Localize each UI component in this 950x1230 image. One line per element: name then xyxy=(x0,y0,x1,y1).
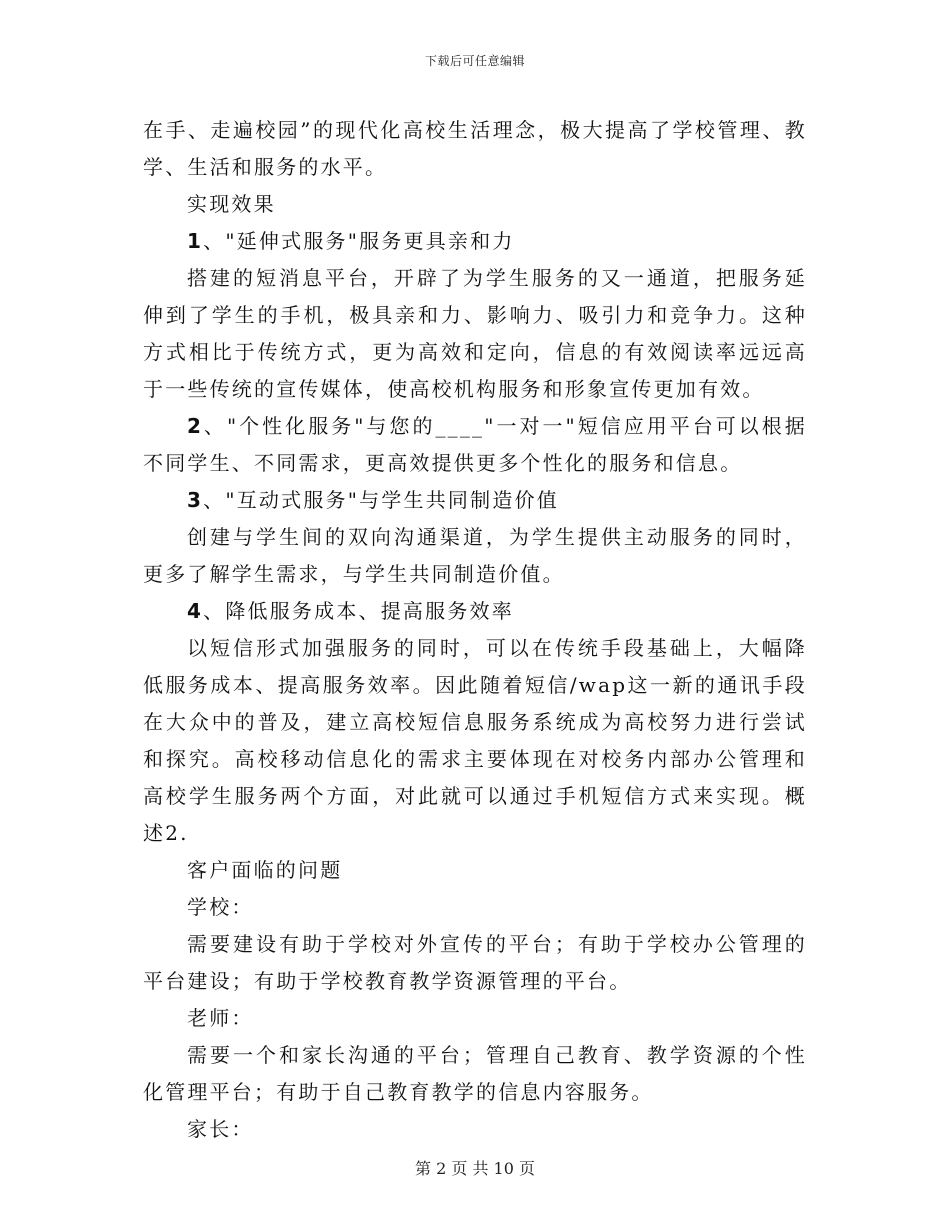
item-number: 2 xyxy=(187,414,204,438)
paragraph-text: 以短信形式加强服务的同时，可以在传统手段基础上，大幅降低服务成本、提高服务效率。因此随着短信/wap这一新的通讯手段在大众中的普及，建立高校短信息服务系统成为高校努力进行尝试和探究。高校移动信息化的需求主要体现在对校务内部办公管理和高校学生服务两个方面，对此就可以通过手机短信方式来实现。概述2. xyxy=(143,636,807,845)
paragraph-text: 需要一个和家长沟通的平台；管理自己教育、教学资源的个性化管理平台；有助于自己教育教学的信息内容服务。 xyxy=(143,1043,807,1104)
paragraph-item-2 xyxy=(143,408,807,482)
item-number: 1 xyxy=(187,229,204,253)
paragraph-text: 需要建设有助于学校对外宣传的平台；有助于学校办公管理的平台建设；有助于学校教育教学资源管理的平台。 xyxy=(143,932,807,993)
heading-item-3 xyxy=(143,482,807,519)
paragraph-text: 创建与学生间的双向沟通渠道，为学生提供主动服务的同时，更多了解学生需求，与学生共同制造价值。 xyxy=(143,525,807,586)
page-header: 下载后可任意编辑 xyxy=(424,54,525,68)
label-parent xyxy=(143,1111,807,1148)
paragraph-text: 、降低服务成本、提高服务效率 xyxy=(203,599,514,623)
paragraph-text: 学校： xyxy=(187,895,254,919)
paragraph-text: 实现效果 xyxy=(187,192,276,216)
paragraph-school xyxy=(143,926,807,1000)
paragraph-text: 在手、走遍校园”的现代化高校生活理念，极大提高了学校管理、教学、生活和服务的水平。 xyxy=(143,118,807,179)
paragraph-text: 、"个性化服务"与您的____"一对一"短信应用平台可以根据不同学生、不同需求，更高效提供更多个性化的服务和信息。 xyxy=(143,414,807,475)
item-number: 3 xyxy=(187,488,204,512)
paragraph-item-1 xyxy=(143,260,807,408)
paragraph-text: 搭建的短消息平台，开辟了为学生服务的又一通道，把服务延伸到了学生的手机，极具亲和力、影响力、吸引力和竞争力。这种方式相比于传统方式，更为高效和定向，信息的有效阅读率远远高于一些传统的宣传媒体，使高校机构服务和形象宣传更加有效。 xyxy=(143,266,807,401)
paragraph-text: 客户面临的问题 xyxy=(187,858,343,882)
item-number: 4 xyxy=(187,599,204,623)
label-school xyxy=(143,889,807,926)
paragraph-item-3 xyxy=(143,519,807,593)
document-body xyxy=(143,112,807,1148)
paragraph-continuation xyxy=(143,112,807,186)
heading-item-4 xyxy=(143,593,807,630)
paragraph-item-4 xyxy=(143,630,807,852)
page-footer: 第 2 页 共 10 页 xyxy=(415,1159,535,1178)
paragraph-teacher xyxy=(143,1037,807,1111)
paragraph-text: 、"互动式服务"与学生共同制造价值 xyxy=(203,488,559,512)
heading-results xyxy=(143,186,807,223)
paragraph-text: 老师： xyxy=(187,1006,254,1030)
heading-item-1 xyxy=(143,223,807,260)
label-teacher xyxy=(143,1000,807,1037)
heading-customer-problems xyxy=(143,852,807,889)
paragraph-text: 、"延伸式服务"服务更具亲和力 xyxy=(203,229,515,253)
paragraph-text: 家长： xyxy=(187,1117,254,1141)
